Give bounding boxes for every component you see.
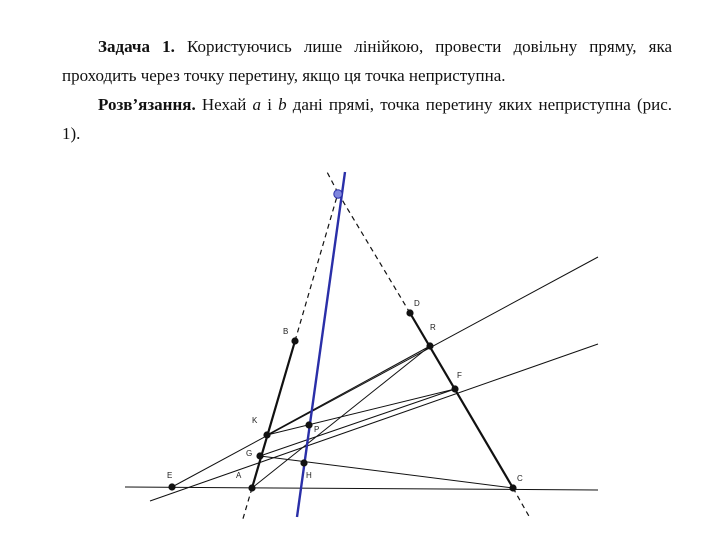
line-b-lower-extension [242,488,252,522]
label-p: P [314,425,320,434]
point-c [509,484,516,491]
points [168,309,516,491]
point-r [426,342,433,349]
line-ef [150,344,598,501]
line-a-lower-extension [513,488,530,518]
problem-heading: Задача 1. [98,37,175,56]
problem-text: Користуючись лише лінійкою, провести довільну пряму, яка проходить через точку перетину, якщо ця точка неприступна. [62,37,673,85]
label-d: D [414,299,420,308]
solution-text-2: і [267,95,272,114]
label-h: H [306,471,312,480]
solution-text-3: дані прямі, точка перетину яких неприступна (рис. 1). [62,95,673,143]
point-a [248,484,255,491]
line-ec [125,487,598,490]
point-e [168,483,175,490]
variable-b: b [278,95,287,114]
point-k [263,431,270,438]
label-c: C [517,474,523,483]
line-kr [267,346,430,435]
solution-heading: Розв’язання. [98,95,196,114]
line-a [410,313,513,488]
given-lines [252,313,513,488]
solution-text-1: Нехай [201,95,247,114]
point-f [451,385,458,392]
label-g: G [246,449,253,458]
apex-extension [326,170,338,193]
point-h [300,459,307,466]
dashed-extensions [242,170,530,522]
label-k: K [252,416,258,425]
label-e: E [167,471,173,480]
label-a: A [236,471,242,480]
line-b [252,341,295,488]
variable-a: a [252,95,262,114]
label-b: B [283,327,289,336]
point-d [406,309,413,316]
point-p [305,421,312,428]
line-kf [267,389,455,435]
point-b [291,337,298,344]
line-er [172,257,598,487]
line-gc [260,456,513,488]
label-f: F [457,371,462,380]
construction-lines [125,257,598,501]
point-g [256,452,263,459]
label-r: R [430,323,436,332]
apex-point [334,190,342,198]
line-a-extension [338,193,410,313]
